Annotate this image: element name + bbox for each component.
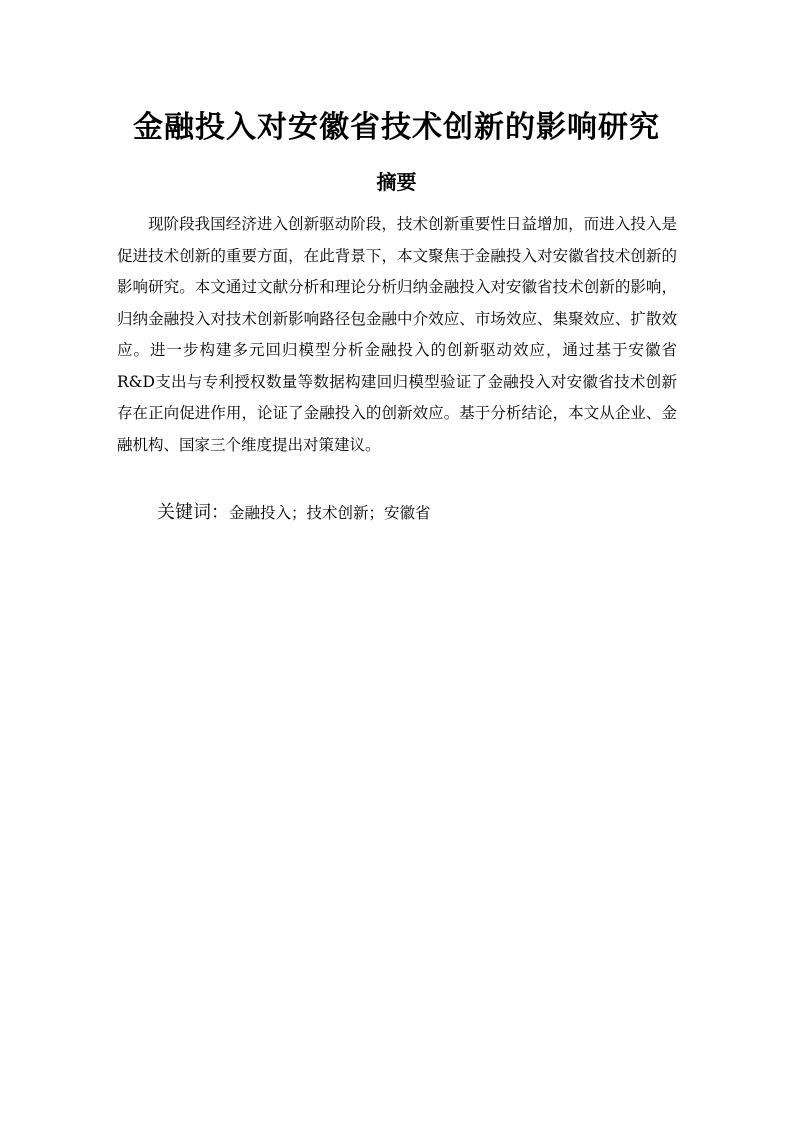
abstract-body: 现阶段我国经济进入创新驱动阶段，技术创新重要性日益增加，而进入投入是促进技术创新的重要方面，在此背景下，本文聚焦于金融投入对安徽省技术创新的影响研究。本文通过文献分析和理论分析归纳金融投入对安徽省技术创新的影响，归纳金融投入对技术创新影响路径包金融中介效应、市场效应、集聚效应、扩散效应。进一步构建多元回归模型分析金融投入的创新驱动效应，通过基于安徽省R&D支出与专利授权数量等数据构建回归模型验证了金融投入对安徽省技术创新存在正向促进作用，论证了金融投入的创新效应。基于分析结论，本文从企业、金融机构、国家三个维度提出对策建议。 <box>117 215 677 454</box>
keywords-label: 关键词： <box>157 502 229 523</box>
keywords-value: 金融投入；技术创新；安徽省 <box>229 504 431 522</box>
keywords-line <box>157 498 431 528</box>
abstract-heading: 摘要 <box>376 170 417 194</box>
paper-title: 金融投入对安徽省技术创新的影响研究 <box>133 110 660 145</box>
